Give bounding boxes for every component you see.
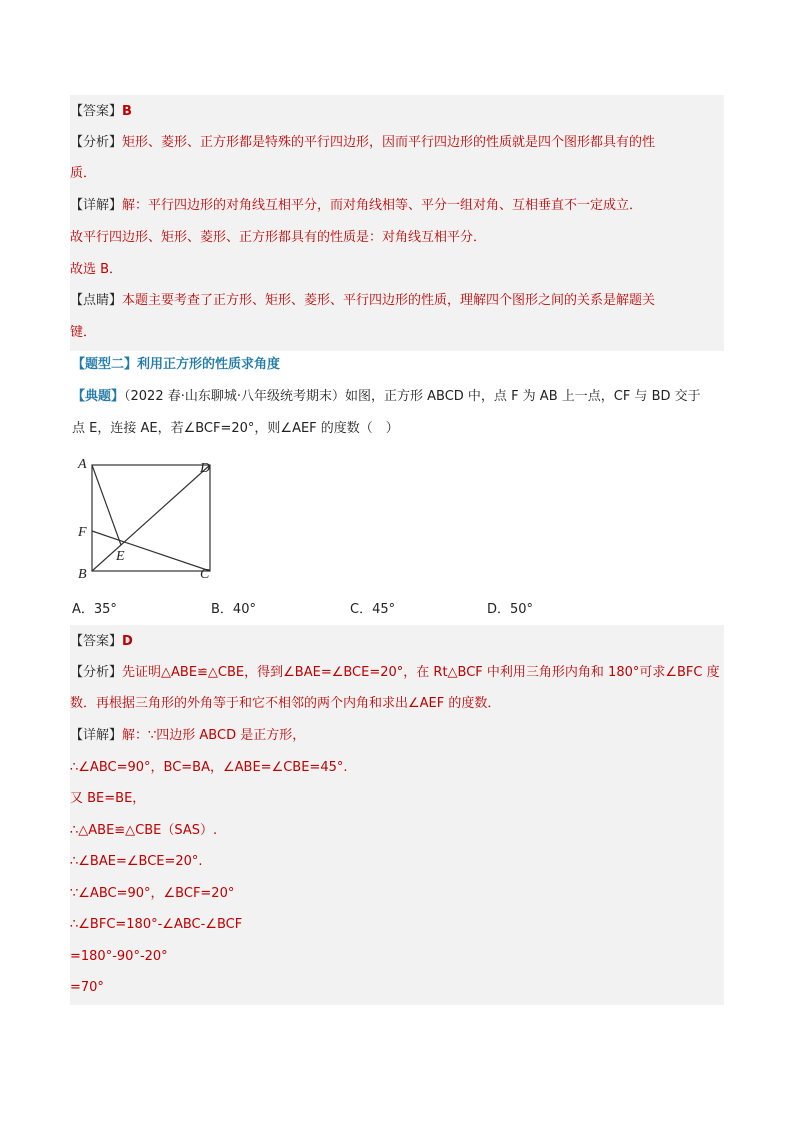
label-f: F — [78, 525, 87, 540]
detail2-line-1 — [70, 726, 305, 746]
analysis-text-1: 矩形、菱形、正方形都是特殊的平行四边形，因而平行四边形的性质就是四个图形都具有的性 — [122, 135, 656, 150]
square-figure — [72, 452, 222, 592]
proof-line: ∴∠BFC=180°-∠ABC-∠BCF — [70, 917, 243, 932]
answer-line — [70, 102, 132, 122]
comment-line-1 — [70, 291, 655, 311]
option-d[interactable]: D．50° — [487, 602, 534, 617]
detail-text-3: 故选 B． — [70, 262, 123, 277]
detail2-text-1: 解：∵四边形 ABCD 是正方形， — [122, 728, 306, 743]
proof-line: =70° — [70, 980, 104, 995]
analysis-line-1 — [70, 133, 655, 153]
answer-block-2 — [70, 625, 724, 1005]
comment-label: 【点睛】 — [70, 293, 123, 308]
segment-cf — [92, 531, 210, 571]
answer-value: B — [122, 104, 132, 119]
comment-text-2: 键． — [70, 325, 97, 340]
detail-line-1 — [70, 196, 642, 216]
label-b: B — [78, 567, 87, 582]
proof-line: ∴∠BAE=∠BCE=20°. — [70, 854, 203, 869]
option-a[interactable]: A．35° — [72, 602, 117, 617]
proof-line: ∴△ABE≌△CBE（SAS）. — [70, 823, 218, 838]
option-c[interactable]: C．45° — [350, 602, 396, 617]
answer2-value: D — [122, 634, 133, 649]
answer2-label: 【答案】 — [70, 634, 123, 649]
detail-text-2: 故平行四边形、矩形、菱形、正方形都具有的性质是：对角线互相平分． — [70, 230, 487, 245]
analysis2-text-1: 先证明△ABE≌△CBE，得到∠BAE=∠BCE=20°，在 Rt△BCF 中利用三角形内角和 180°可求∠BFC 度 — [122, 665, 720, 680]
answer-label: 【答案】 — [70, 104, 123, 119]
proof-line: =180°-90°-20° — [70, 949, 168, 964]
example-line-1 — [72, 387, 701, 407]
label-a: A — [78, 457, 87, 472]
example-text-1: （2022 春·山东聊城·八年级统考期末）如图，正方形 ABCD 中，点 F 为 AB 上一点，CF 与 BD 交于 — [124, 389, 701, 404]
proof-line: ∴∠ABC=90°，BC=BA，∠ABE=∠CBE=45°. — [70, 760, 348, 775]
proof-line: ∵∠ABC=90°，∠BCF=20° — [70, 886, 235, 901]
analysis2-text-2: 数．再根据三角形的外角等于和它不相邻的两个内角和求出∠AEF 的度数． — [70, 696, 501, 711]
example-label: 【典题】 — [72, 389, 125, 404]
analysis-label: 【分析】 — [70, 135, 123, 150]
proof-line: 又 BE=BE， — [70, 791, 146, 806]
answer-block-1 — [70, 95, 724, 351]
answer2-line — [70, 632, 133, 652]
analysis-text-2: 质． — [70, 166, 97, 181]
label-c: C — [200, 567, 210, 582]
detail-label: 【详解】 — [70, 198, 123, 213]
comment-text-1: 本题主要考查了正方形、矩形、菱形、平行四边形的性质，理解四个图形之间的关系是解题关 — [122, 293, 656, 308]
label-e: E — [116, 549, 125, 564]
diagonal-bd — [92, 465, 210, 571]
label-d: D — [200, 461, 211, 476]
detail-text-1: 解：平行四边形的对角线互相平分，而对角线相等、平分一组对角、互相垂直不一定成立． — [122, 198, 643, 213]
example-text-2: 点 E，连接 AE，若∠BCF=20°，则∠AEF 的度数（ ） — [72, 421, 399, 436]
detail2-label: 【详解】 — [70, 728, 123, 743]
section-heading: 【题型二】利用正方形的性质求角度 — [72, 357, 281, 372]
analysis2-line-1 — [70, 663, 720, 683]
analysis2-label: 【分析】 — [70, 665, 123, 680]
option-b[interactable]: B．40° — [211, 602, 256, 617]
